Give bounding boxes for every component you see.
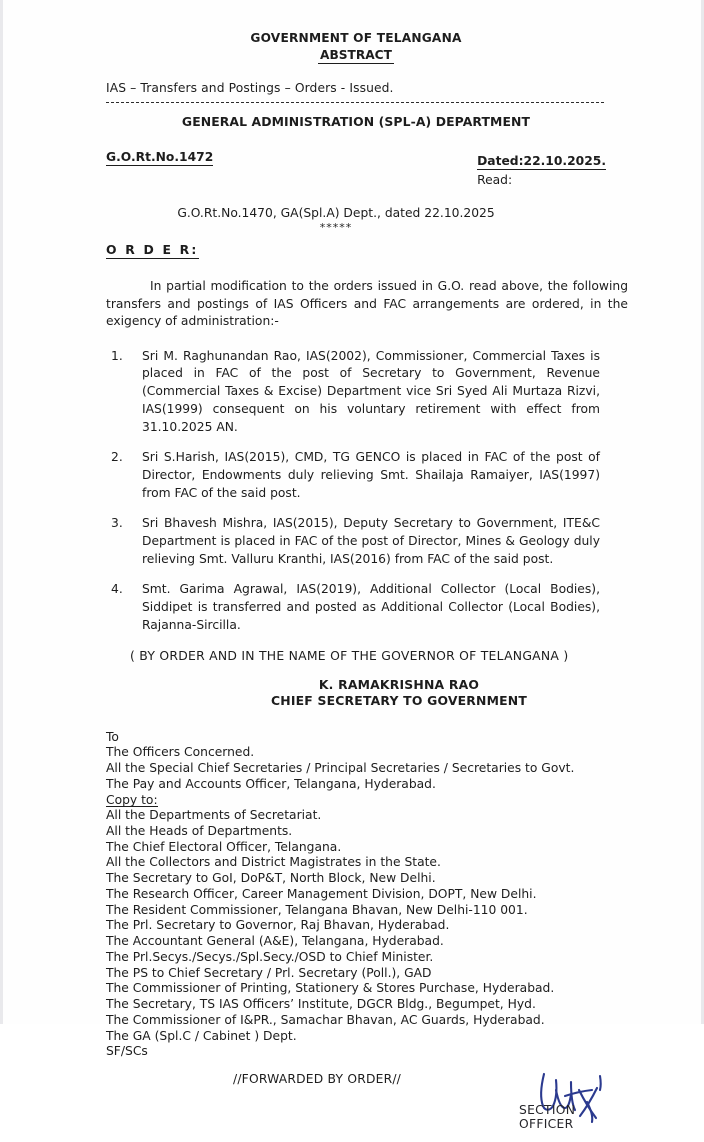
order-item — [106, 348, 600, 437]
signatory-designation: CHIEF SECRETARY TO GOVERNMENT — [270, 692, 528, 708]
abstract-heading — [106, 48, 606, 62]
order-item-number: 1. — [111, 348, 123, 363]
order-heading: O R D E R: — [106, 242, 199, 257]
signatory-name: K. RAMAKRISHNA RAO — [318, 676, 480, 692]
stars-separator: ***** — [319, 221, 353, 234]
document-body — [106, 0, 628, 1142]
distribution-line: The GA (Spl.C / Cabinet ) Dept. — [106, 1028, 297, 1043]
distribution-line: The Resident Commissioner, Telangana Bhavan, New Delhi-110 001. — [106, 902, 528, 917]
government-title: GOVERNMENT OF TELANGANA — [250, 31, 462, 45]
order-item-text: Sri M. Raghunandan Rao, IAS(2002), Commissioner, Commercial Taxes is placed in FAC of the post of Secretary to Government, Revenue (Commercial Taxes & Excise) Department vice Sri Syed Ali Murtaza Rizvi, IAS(1999) consequent on his voluntary retirement with effect from 31.10.2025 AN. — [142, 348, 600, 434]
distribution-line: SF/SCs — [106, 1044, 148, 1059]
distribution-line: The Commissioner of Printing, Stationery & Stores Purchase, Hyderabad. — [106, 981, 555, 996]
distribution-line: The Chief Electoral Officer, Telangana. — [106, 839, 342, 854]
forwarded-by-order: //FORWARDED BY ORDER// — [233, 1072, 402, 1086]
date-block — [477, 150, 606, 187]
distribution-line: The Officers Concerned. — [106, 745, 255, 760]
distribution-line: All the Collectors and District Magistrates in the State. — [106, 855, 441, 870]
go-number-row — [106, 150, 606, 187]
order-date: Dated:22.10.2025. — [477, 154, 606, 168]
distribution-line: The Research Officer, Career Management Division, DOPT, New Delhi. — [106, 886, 537, 901]
distribution-line: The Pay and Accounts Officer, Telangana, Hyderabad. — [106, 776, 436, 791]
distribution-line: The Commissioner of I&PR., Samachar Bhavan, AC Guards, Hyderabad. — [106, 1012, 545, 1027]
preamble-paragraph: In partial modification to the orders issued in G.O. read above, the following transfers and postings of IAS Officers and FAC arrangements are ordered, in the exigency of administration:- — [106, 279, 628, 329]
read-label: Read: — [477, 173, 513, 187]
by-order-line: ( BY ORDER AND IN THE NAME OF THE GOVERNOR OF TELANGANA ) — [130, 647, 569, 663]
order-item — [106, 515, 600, 568]
distribution-line: All the Special Chief Secretaries / Principal Secretaries / Secretaries to Govt. — [106, 761, 575, 776]
copy-to-label — [106, 793, 606, 809]
order-item-text: Sri S.Harish, IAS(2015), CMD, TG GENCO is placed in FAC of the post of Director, Endowments duly relieving Smt. Shailaja Ramaiyer, IAS(1997) from FAC of the said post. — [142, 450, 600, 500]
distribution-list — [106, 730, 606, 1060]
copy-to-label-text: Copy to: — [106, 792, 158, 807]
order-item-number: 3. — [111, 516, 123, 531]
abstract-heading-text: ABSTRACT — [320, 48, 392, 62]
distribution-line: The PS to Chief Secretary / Prl. Secretary (Poll.), GAD — [106, 965, 432, 980]
dashed-separator — [106, 102, 604, 104]
distribution-line: The Secretary to GoI, DoP&T, North Block, New Delhi. — [106, 871, 436, 886]
order-item-number: 4. — [111, 582, 123, 597]
go-number: G.O.Rt.No.1472 — [106, 150, 214, 164]
order-item-text: Smt. Garima Agrawal, IAS(2019), Additional Collector (Local Bodies), Siddipet is transferred and posted as Additional Collector (Local Bodies), Rajanna-Sircilla. — [142, 582, 600, 632]
to-label: To — [106, 729, 119, 744]
distribution-line: All the Heads of Departments. — [106, 823, 293, 838]
distribution-line: All the Departments of Secretariat. — [106, 808, 322, 823]
section-officer-label: SECTION OFFICER — [519, 1103, 576, 1131]
read-reference: G.O.Rt.No.1470, GA(Spl.A) Dept., dated 22.10.2025 — [177, 206, 495, 220]
order-items-list — [106, 348, 606, 635]
order-item — [106, 581, 600, 634]
subject-line: IAS – Transfers and Postings – Orders - Issued. — [106, 81, 394, 95]
department-title: GENERAL ADMINISTRATION (SPL-A) DEPARTMENT — [181, 114, 531, 129]
distribution-line: The Prl.Secys./Secys./Spl.Secy./OSD to Chief Minister. — [106, 949, 434, 964]
document-footer — [106, 1072, 606, 1142]
distribution-line: The Accountant General (A&E), Telangana, Hyderabad. — [106, 934, 444, 949]
order-item-text: Sri Bhavesh Mishra, IAS(2015), Deputy Secretary to Government, ITE&C Department is placed in FAC of the post of Director, Mines & Geology duly relieving Smt. Valluru Kranthi, IAS(2016) from FAC of the said post. — [142, 516, 600, 566]
distribution-line: The Secretary, TS IAS Officers’ Institute, DGCR Bldg., Begumpet, Hyd. — [106, 997, 536, 1012]
order-item — [106, 449, 600, 502]
order-item-number: 2. — [111, 450, 123, 465]
distribution-line: The Prl. Secretary to Governor, Raj Bhavan, Hyderabad. — [106, 918, 450, 933]
